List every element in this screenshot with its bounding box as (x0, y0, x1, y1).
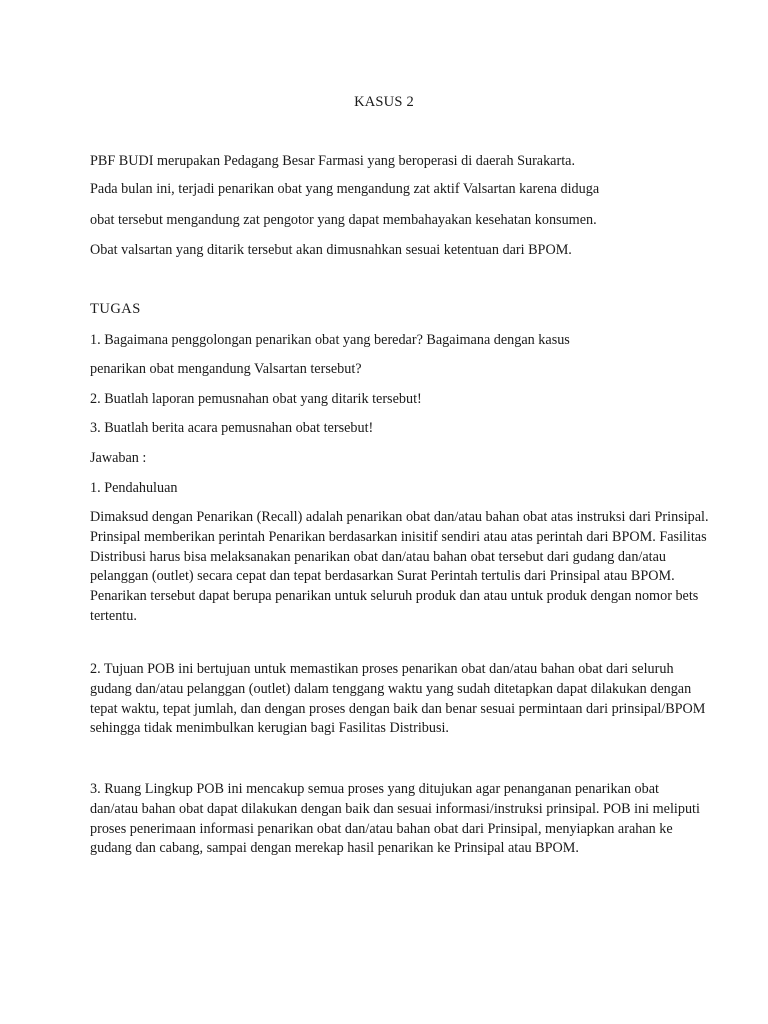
tugas-heading: TUGAS (90, 301, 141, 317)
document-title: KASUS 2 (354, 94, 414, 110)
tugas-item-1: 1. Bagaimana penggolongan penarikan obat yang beredar? Bagaimana dengan kasus (90, 332, 570, 348)
section-2-paragraph: 2. Tujuan POB ini bertujuan untuk memastikan proses penarikan obat dan/atau bahan obat dari seluruh gudang dan/atau pelanggan (outlet) dalam tenggang waktu yang sudah ditetapkan dapat dilakukan dengan tepat waktu, tepat jumlah, dan dengan proses dengan baik dan benar sesuai permintaan dari prinsipal/BPOM sehingga tidak menimbulkan kerugian bagi Fasilitas Distribusi. (90, 661, 706, 737)
intro-line-4: Obat valsartan yang ditarik tersebut akan dimusnahkan sesuai ketentuan dari BPOM. (90, 242, 572, 258)
intro-line-3: obat tersebut mengandung zat pengotor yang dapat membahayakan kesehatan konsumen. (90, 212, 597, 228)
section-1-paragraph: Dimaksud dengan Penarikan (Recall) adalah penarikan obat dan/atau bahan obat atas instruksi dari Prinsipal. Prinsipal memberikan perintah Penarikan berdasarkan inisitif sendiri atau atas perintah dari BPOM. Fasilitas Distribusi harus bisa melaksanakan penarikan obat dan/atau bahan obat tersebut dari gudang dan/atau pelanggan (outlet) secara cepat dan tepat berdasarkan Surat Perintah tertulis dari Prinsipal atau BPOM. Penarikan tersebut dapat berupa penarikan untuk seluruh produk dan atau untuk produk dengan nomor bets tertentu. (90, 509, 709, 624)
section-3-paragraph: 3. Ruang Lingkup POB ini mencakup semua proses yang ditujukan agar penanganan penarikan obat dan/atau bahan obat dapat dilakukan dengan baik dan sesuai informasi/instruksi prinsipal. POB ini meliputi proses penerimaan informasi penarikan obat dan/atau bahan obat dari Prinsipal, menyiapkan arahan ke gudang dan cabang, sampai dengan merekap hasil penarikan ke Prinsipal atau BPOM. (90, 781, 700, 857)
tugas-item-2: 2. Buatlah laporan pemusnahan obat yang ditarik tersebut! (90, 391, 422, 407)
intro-line-1: PBF BUDI merupakan Pedagang Besar Farmasi yang beroperasi di daerah Surakarta. (90, 153, 575, 169)
tugas-item-1-cont: penarikan obat mengandung Valsartan tersebut? (90, 361, 362, 377)
section-1-heading: 1. Pendahuluan (90, 480, 178, 496)
jawaban-label: Jawaban : (90, 450, 147, 466)
intro-line-2: Pada bulan ini, terjadi penarikan obat yang mengandung zat aktif Valsartan karena diduga (90, 181, 600, 197)
tugas-item-3: 3. Buatlah berita acara pemusnahan obat tersebut! (90, 420, 374, 436)
